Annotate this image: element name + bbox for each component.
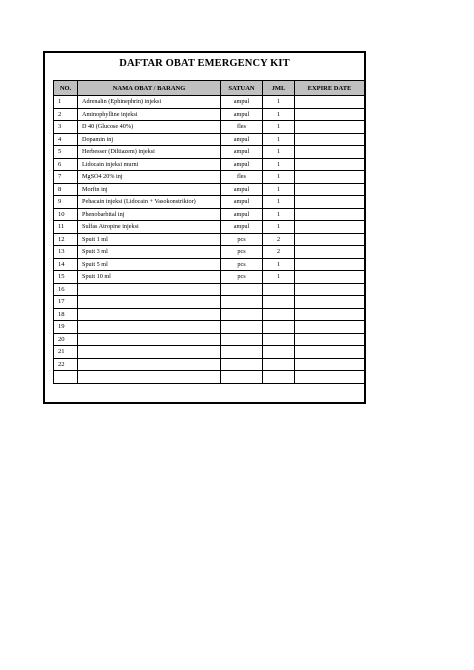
table-row xyxy=(54,146,365,159)
cell-name: D 40 (Glucose 40%) xyxy=(78,121,221,134)
table-row xyxy=(54,158,365,171)
header-unit: SATUAN xyxy=(221,81,263,96)
header-no: NO. xyxy=(54,81,78,96)
cell-unit: fles xyxy=(221,121,263,134)
cell-unit: ampul xyxy=(221,208,263,221)
cell-no: 7 xyxy=(54,171,78,184)
header-expire: EXPIRE DATE xyxy=(295,81,365,96)
cell-unit: ampul xyxy=(221,158,263,171)
cell-name: Sulfas Atropine injeksi xyxy=(78,221,221,234)
cell-no: 3 xyxy=(54,121,78,134)
cell-unit xyxy=(221,358,263,371)
table-row xyxy=(54,333,365,346)
cell-qty: 1 xyxy=(263,271,295,284)
document-title: DAFTAR OBAT EMERGENCY KIT xyxy=(119,58,290,69)
cell-expire xyxy=(295,333,365,346)
table-row xyxy=(54,96,365,109)
cell-qty: 1 xyxy=(263,196,295,209)
cell-no: 18 xyxy=(54,308,78,321)
header-qty: JML xyxy=(263,81,295,96)
cell-name: MgSO4 20% inj xyxy=(78,171,221,184)
cell-name: Phenobarbital inj xyxy=(78,208,221,221)
cell-expire xyxy=(295,96,365,109)
cell-name: Aminophylline injeksi xyxy=(78,108,221,121)
table-row xyxy=(54,171,365,184)
cell-qty: 1 xyxy=(263,96,295,109)
cell-unit: pcs xyxy=(221,233,263,246)
cell-expire xyxy=(295,171,365,184)
cell-unit xyxy=(221,308,263,321)
cell-qty xyxy=(263,371,295,384)
table-row xyxy=(54,246,365,259)
cell-qty: 1 xyxy=(263,146,295,159)
cell-expire xyxy=(295,246,365,259)
cell-qty: 1 xyxy=(263,208,295,221)
cell-qty xyxy=(263,296,295,309)
table-header-row xyxy=(54,81,365,96)
cell-no xyxy=(54,371,78,384)
cell-unit xyxy=(221,321,263,334)
cell-expire xyxy=(295,271,365,284)
table-row xyxy=(54,221,365,234)
table-row xyxy=(54,133,365,146)
cell-no: 9 xyxy=(54,196,78,209)
cell-name: Spuit 3 ml xyxy=(78,246,221,259)
cell-qty xyxy=(263,308,295,321)
cell-qty: 1 xyxy=(263,183,295,196)
cell-unit: ampul xyxy=(221,146,263,159)
cell-qty: 1 xyxy=(263,171,295,184)
cell-expire xyxy=(295,296,365,309)
cell-unit: ampul xyxy=(221,133,263,146)
cell-unit: pcs xyxy=(221,258,263,271)
table-row xyxy=(54,233,365,246)
cell-no: 5 xyxy=(54,146,78,159)
cell-qty xyxy=(263,358,295,371)
cell-name xyxy=(78,333,221,346)
cell-qty: 1 xyxy=(263,258,295,271)
cell-name xyxy=(78,283,221,296)
table-row xyxy=(54,283,365,296)
cell-no: 22 xyxy=(54,358,78,371)
cell-unit xyxy=(221,346,263,359)
table-row xyxy=(54,258,365,271)
cell-no: 19 xyxy=(54,321,78,334)
emergency-kit-sheet xyxy=(43,51,366,404)
cell-unit: ampul xyxy=(221,196,263,209)
cell-qty xyxy=(263,346,295,359)
cell-no: 4 xyxy=(54,133,78,146)
cell-name: Morfin inj xyxy=(78,183,221,196)
cell-qty: 1 xyxy=(263,158,295,171)
cell-no: 15 xyxy=(54,271,78,284)
cell-name xyxy=(78,321,221,334)
cell-expire xyxy=(295,308,365,321)
table-row xyxy=(54,183,365,196)
cell-name: Dopamin inj xyxy=(78,133,221,146)
table-row xyxy=(54,196,365,209)
cell-name: Adrenalin (Ephinephrin) injeksi xyxy=(78,96,221,109)
cell-expire xyxy=(295,258,365,271)
cell-no: 14 xyxy=(54,258,78,271)
cell-name xyxy=(78,371,221,384)
cell-name: Spuit 5 ml xyxy=(78,258,221,271)
table-body xyxy=(54,96,365,384)
table-row xyxy=(54,296,365,309)
cell-name: Spuit 10 ml xyxy=(78,271,221,284)
cell-qty xyxy=(263,283,295,296)
cell-qty: 2 xyxy=(263,246,295,259)
table-row xyxy=(54,371,365,384)
cell-expire xyxy=(295,183,365,196)
cell-unit xyxy=(221,371,263,384)
cell-expire xyxy=(295,158,365,171)
cell-expire xyxy=(295,196,365,209)
cell-name xyxy=(78,358,221,371)
table-row xyxy=(54,271,365,284)
table-row xyxy=(54,358,365,371)
cell-no: 13 xyxy=(54,246,78,259)
cell-qty xyxy=(263,333,295,346)
cell-qty: 2 xyxy=(263,233,295,246)
cell-unit xyxy=(221,296,263,309)
table-row xyxy=(54,308,365,321)
cell-no: 1 xyxy=(54,96,78,109)
cell-unit: ampul xyxy=(221,183,263,196)
cell-name: Spuit 1 ml xyxy=(78,233,221,246)
cell-name xyxy=(78,296,221,309)
cell-expire xyxy=(295,108,365,121)
cell-no: 10 xyxy=(54,208,78,221)
table-row xyxy=(54,108,365,121)
cell-expire xyxy=(295,133,365,146)
cell-unit xyxy=(221,283,263,296)
cell-no: 2 xyxy=(54,108,78,121)
cell-expire xyxy=(295,321,365,334)
cell-qty: 1 xyxy=(263,221,295,234)
cell-name: Herbesser (Diltiazem) injeksi xyxy=(78,146,221,159)
cell-name: Lidocain injeksi murni xyxy=(78,158,221,171)
cell-no: 8 xyxy=(54,183,78,196)
cell-expire xyxy=(295,208,365,221)
cell-expire xyxy=(295,371,365,384)
cell-unit xyxy=(221,333,263,346)
table-row xyxy=(54,321,365,334)
cell-name: Pehacain injeksi (Lidocain + Vasokonstriktor) xyxy=(78,196,221,209)
cell-name xyxy=(78,308,221,321)
cell-qty: 1 xyxy=(263,108,295,121)
cell-no: 17 xyxy=(54,296,78,309)
cell-unit: fles xyxy=(221,171,263,184)
table-row xyxy=(54,121,365,134)
cell-unit: ampul xyxy=(221,221,263,234)
table-row xyxy=(54,208,365,221)
cell-expire xyxy=(295,346,365,359)
cell-no: 21 xyxy=(54,346,78,359)
medicine-table xyxy=(53,80,365,384)
table-row xyxy=(54,346,365,359)
cell-expire xyxy=(295,146,365,159)
cell-no: 16 xyxy=(54,283,78,296)
cell-unit: ampul xyxy=(221,108,263,121)
header-name: NAMA OBAT / BARANG xyxy=(78,81,221,96)
cell-no: 6 xyxy=(54,158,78,171)
cell-qty: 1 xyxy=(263,133,295,146)
cell-no: 20 xyxy=(54,333,78,346)
cell-no: 12 xyxy=(54,233,78,246)
cell-expire xyxy=(295,283,365,296)
cell-no: 11 xyxy=(54,221,78,234)
cell-name xyxy=(78,346,221,359)
cell-unit: ampul xyxy=(221,96,263,109)
cell-expire xyxy=(295,233,365,246)
cell-qty: 1 xyxy=(263,121,295,134)
cell-unit: pcs xyxy=(221,271,263,284)
cell-expire xyxy=(295,221,365,234)
cell-unit: pcs xyxy=(221,246,263,259)
cell-expire xyxy=(295,358,365,371)
cell-expire xyxy=(295,121,365,134)
cell-qty xyxy=(263,321,295,334)
